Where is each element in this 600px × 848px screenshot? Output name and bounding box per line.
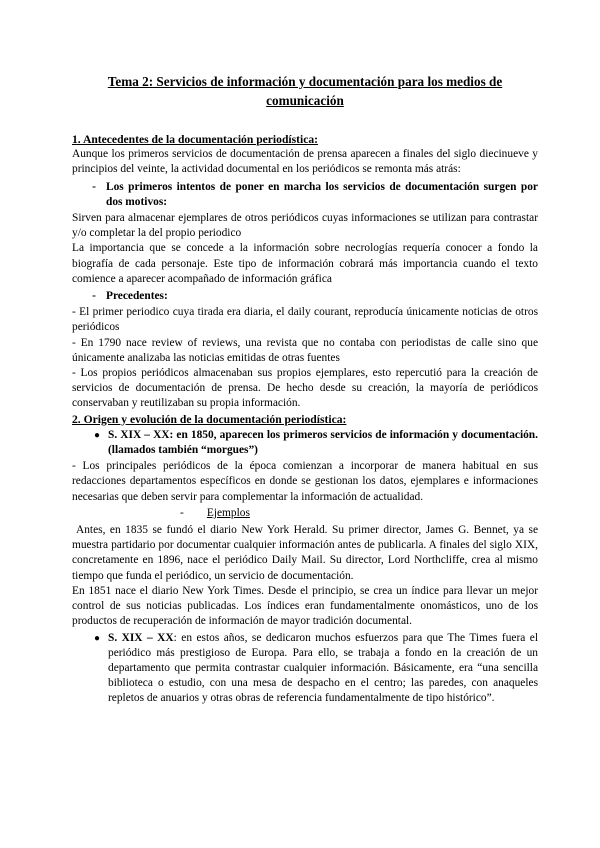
bullet-icon: ● — [93, 429, 101, 441]
bullet-item-times-rest: : en estos años, se dedicaron muchos esfuerzos para que The Times fuera el periódico más prestigioso de Europa. Para ello, se trabaja a fondo en la creación de un departamento que permita contrastar cualquier información. Básicamente, era “una sencilla biblioteca o estudio, con una mesa de despacho en el centro; las paredes, con anaqueles repletos de anuarios y otras obras de referencia fundamentalmente de tipo histórico”. — [108, 631, 538, 705]
ejemplos-label: Ejemplos — [206, 506, 250, 519]
bullet-item-1850 — [72, 428, 538, 458]
bullet-item-times-bold: S. XIX – XX — [108, 631, 174, 644]
subheading-motivos-text: Los primeros intentos de poner en marcha los servicios de documentación surgen por dos motivos: — [106, 180, 538, 208]
section2-paragraph-3: En 1851 nace el diario New York Times. Desde el principio, se crea un índice para llevar un mejor control de sus noticias publicadas. Los índices eran fundamentalmente onomásticos, uno de los productos de recuperación de información de mayor tradición documental. — [72, 584, 538, 628]
bullet-item-1850-text: S. XIX – XX: en 1850, aparecen los primeros servicios de información y documentación. (llamados también “morgues”) — [108, 428, 538, 457]
bullet-item-times-text — [108, 631, 538, 707]
subheading-motivos — [72, 180, 538, 210]
motivo-paragraph-2: La importancia que se concede a la información sobre necrologías requería conocer a fondo la biografía de cada personaje. Este tipo de información cobrará más importancia cuando el texto comience a aparecer acompañado de información gráfica — [72, 242, 538, 285]
precedente-3: - Los propios periódicos almacenaban sus propios ejemplares, esto repercutió para la creación de servicios de documentación de prensa. De hecho desde su creación, la mayoría de periódicos conservaban y reutilizaban su propia información. — [72, 367, 538, 410]
dash-marker: - — [92, 180, 96, 193]
subheading-precedentes-text: Precedentes: — [106, 290, 168, 303]
dash-marker: - — [180, 506, 184, 519]
section1-heading: 1. Antecedentes de la documentación periodística: — [72, 133, 319, 146]
precedente-2: - En 1790 nace review of reviews, una revista que no contaba con periodistas de calle sino que únicamente analizaba las noticias emitidas de otras fuentes — [72, 336, 538, 364]
bullet-item-times — [72, 631, 538, 707]
section2-paragraph-1: - Los principales periódicos de la época comienzan a incorporar de manera habitual en sus redacciones departamentos específicos en donde se gestionan los datos, ejemplares e informaciones necesarias que deben servir para complementar la información de actualidad. — [72, 460, 538, 503]
motivo-paragraph-1: Sirven para almacenar ejemplares de otros periódicos cuyas informaciones se utilizan para contrastar y/o completar la del propio periodico — [72, 212, 538, 240]
subheading-precedentes — [72, 289, 538, 304]
section1-intro: Aunque los primeros servicios de documentación de prensa aparecen a finales del siglo diecinueve y principios del veinte, la actividad documental en los periódicos se remonta más atrás: — [72, 148, 538, 176]
ejemplos-subheading — [72, 506, 538, 521]
precedente-1: - El primer periodico cuya tirada era diaria, el daily courant, reproducía únicamente noticias de otros periódicos — [72, 306, 538, 334]
section2-paragraph-2: Antes, en 1835 se fundó el diario New York Herald. Su primer director, James G. Bennet, ya se muestra partidario por documentar cualquier información antes de publicarla. A finales del siglo XIX, concretamente en 1896, nace el periódico Daily Mail. Su director, Lord Northcliffe, crea al mismo tiempo que funda el periódico, un servicio de documentación. — [72, 524, 538, 582]
dash-marker: - — [92, 290, 96, 303]
page-title: Tema 2: Servicios de información y documentación para los medios de comunicación — [107, 74, 503, 108]
section2-heading: 2. Origen y evolución de la documentación periodística: — [72, 412, 347, 426]
bullet-icon: ● — [93, 632, 101, 644]
